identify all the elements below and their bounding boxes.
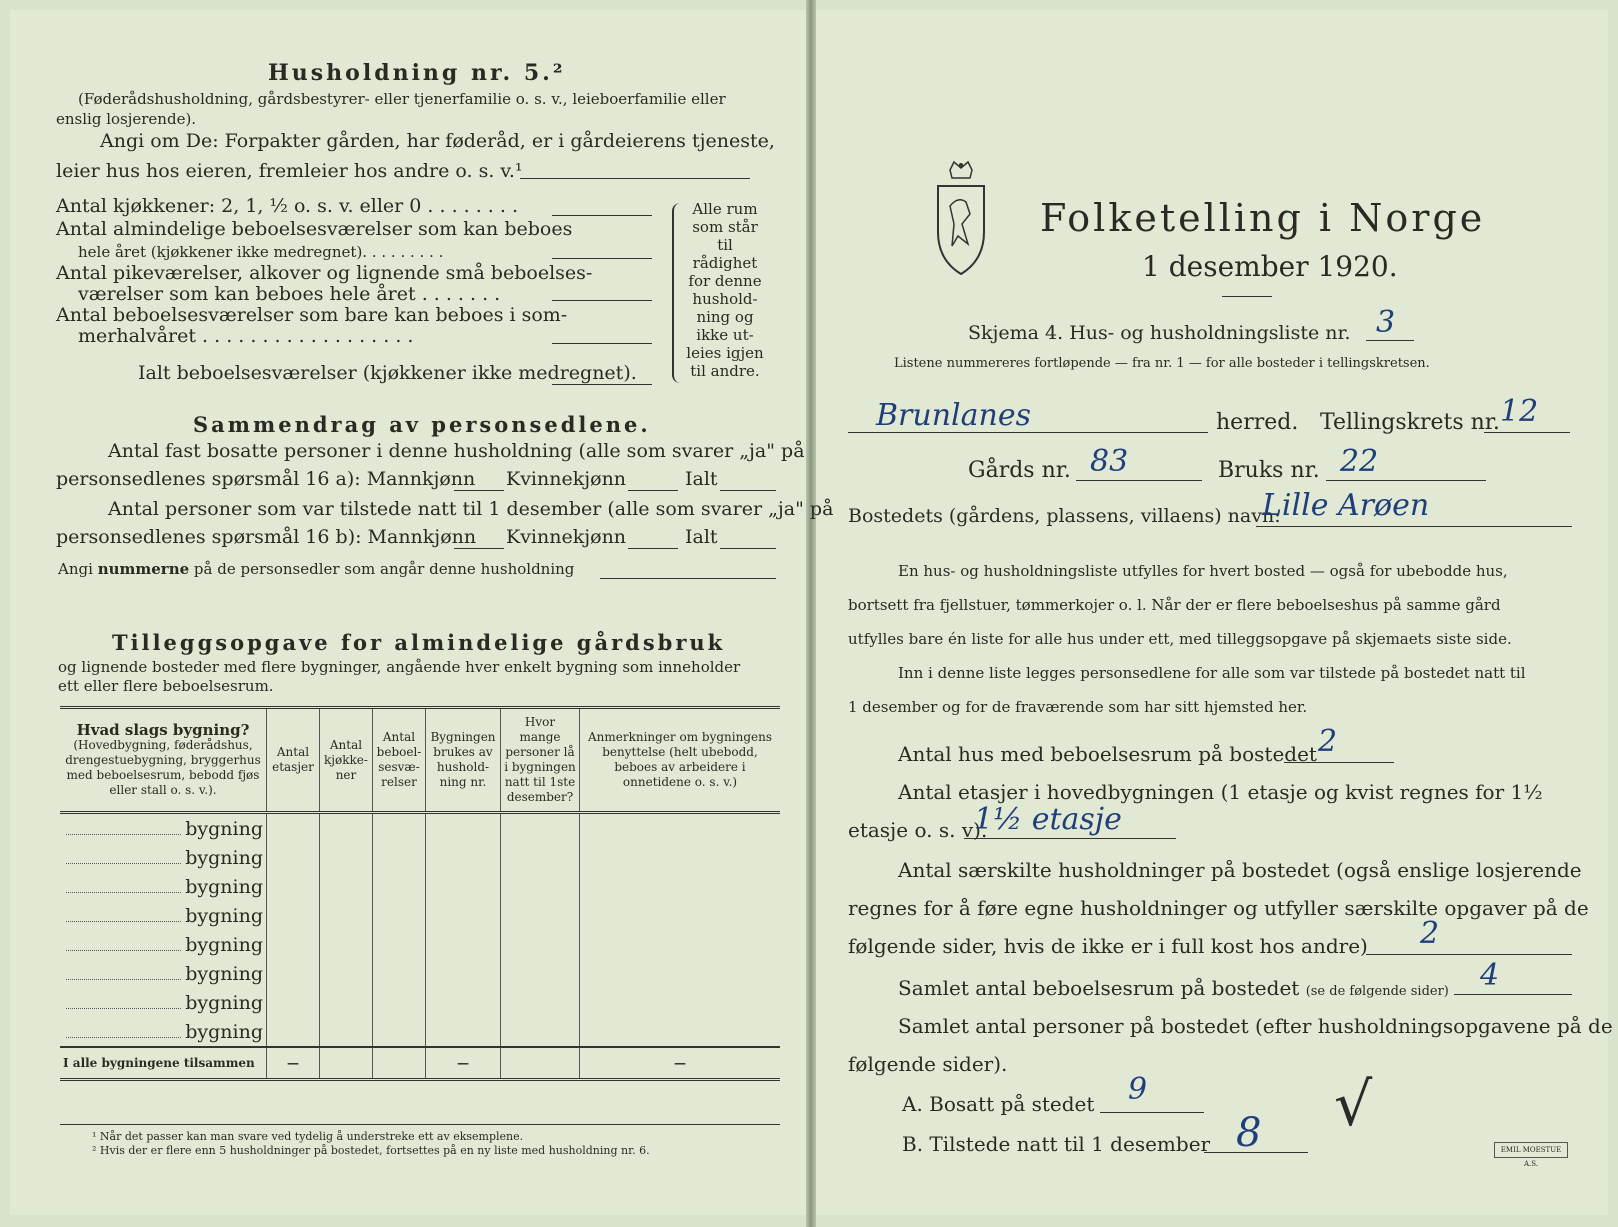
table-cell	[373, 813, 426, 844]
col-household: Bygningen brukes av hushold-ning nr.	[426, 708, 501, 813]
table-cell	[373, 930, 426, 959]
instruction-4: Inn i denne liste legges personsedlene for alle som var tilstede på bostedet natt til	[898, 664, 1526, 682]
col-building-type: Hvad slags bygning? (Hovedbygning, føderådshus, drengestuebygning, bryggerhus med beboelsesrum, bebodd fjøs eller stall o. s. v.).	[60, 708, 267, 813]
bosatt-value: 9	[1128, 1072, 1148, 1107]
rooms-summer-2: merhalvåret . . . . . . . . . . . . . . . . . .	[78, 325, 414, 347]
table-cell	[320, 872, 373, 901]
samlet-pers-line-1: Samlet antal personer på bostedet (efter husholdningsopgavene på de	[898, 1014, 1613, 1038]
gards-label: Gårds nr.	[968, 458, 1071, 483]
table-cell	[373, 843, 426, 872]
table-cell	[426, 988, 501, 1017]
table-row	[60, 901, 780, 930]
gards-value: 83	[1090, 444, 1129, 479]
table-cell	[580, 813, 781, 844]
table-cell	[267, 813, 320, 844]
etasjer-line-2: etasje o. s. v).	[848, 818, 988, 842]
skjema-label: Skjema 4. Hus- og husholdningsliste nr.	[968, 322, 1351, 344]
table-row	[60, 843, 780, 872]
table-cell	[426, 959, 501, 988]
krets-label: Tellingskrets nr.	[1320, 410, 1500, 435]
table-sum-row	[60, 1047, 780, 1080]
table-cell	[373, 901, 426, 930]
summary-kvinne-1: Kvinnekjønn	[506, 468, 627, 490]
sum-cell: —	[426, 1047, 501, 1080]
tillegg-sub-1: og lignende bosteder med flere bygninger, angående hver enkelt bygning som inneholder	[58, 658, 741, 676]
herred-label: herred.	[1216, 410, 1299, 435]
table-cell	[373, 1017, 426, 1047]
building-row-label: bygning	[60, 1017, 267, 1047]
table-cell	[373, 872, 426, 901]
angi-nummerne: Angi nummerne på de personsedler som angår denne husholdning	[58, 560, 575, 578]
bruks-value: 22	[1340, 444, 1379, 479]
household-intro-2: enslig losjerende).	[56, 110, 197, 128]
table-row	[60, 959, 780, 988]
numbering-note: Listene nummereres fortløpende — fra nr. 1 — for alle bosteder i tellingskretsen.	[894, 356, 1430, 371]
summary-line-4: personsedlenes spørsmål 16 b): Mannkjønn	[56, 526, 477, 548]
building-row-label: bygning	[60, 959, 267, 988]
building-row-label: bygning	[60, 843, 267, 872]
instruction-1: En hus- og husholdningsliste utfylles for hvert bosted — også for ubebodde hus,	[898, 562, 1508, 580]
angi-line-1: Angi om De: Forpakter gården, har føderåd, er i gårdeierens tjeneste,	[100, 130, 775, 152]
table-cell	[320, 843, 373, 872]
bosted-value: Lille Arøen	[1262, 488, 1430, 523]
samlet-rum-label: Samlet antal beboelsesrum på bostedet (se de følgende sider)	[898, 976, 1449, 1000]
tillegg-title: Tilleggsopgave for almindelige gårdsbruk	[112, 630, 726, 655]
bosatt-label: A. Bosatt på stedet	[902, 1092, 1095, 1116]
etasjer-line-1: Antal etasjer i hovedbygningen (1 etasje og kvist regnes for 1½	[898, 780, 1543, 804]
table-cell	[580, 872, 781, 901]
summary-kvinne-2: Kvinnekjønn	[506, 526, 627, 548]
table-cell	[580, 901, 781, 930]
table-row	[60, 872, 780, 901]
building-row-label: bygning	[60, 872, 267, 901]
table-cell	[267, 1017, 320, 1047]
table-row	[60, 1017, 780, 1047]
table-cell	[320, 813, 373, 844]
table-cell	[580, 988, 781, 1017]
col-kitchens: Antal kjøkke-ner	[320, 708, 373, 813]
table-cell	[426, 872, 501, 901]
summary-line-1: Antal fast bosatte personer i denne husholdning (alle som svarer „ja" på	[108, 440, 805, 462]
table-row	[60, 988, 780, 1017]
household-title: Husholdning nr. 5.²	[268, 60, 566, 86]
instruction-5: 1 desember og for de fraværende som har sitt hjemsted her.	[848, 698, 1308, 716]
footnote-1: ¹ Når det passer kan man svare ved tydelig å understreke ett av eksemplene.	[92, 1130, 524, 1143]
husholdninger-line-1: Antal særskilte husholdninger på bostedet (også enslige losjerende	[898, 858, 1582, 882]
rooms-maids-1: Antal pikeværelser, alkover og lignende små beboelses-	[56, 262, 593, 284]
tillegg-sub-2: ett eller flere beboelsesrum.	[58, 677, 274, 695]
table-cell	[267, 930, 320, 959]
husholdninger-line-3: følgende sider, hvis de ikke er i full kost hos andre)	[848, 934, 1368, 958]
main-title: Folketelling i Norge	[1040, 196, 1486, 240]
table-cell	[426, 901, 501, 930]
bruks-label: Bruks nr.	[1218, 458, 1320, 483]
instruction-3: utfylles bare én liste for alle hus under ett, med tilleggsopgave på skjemaets siste side.	[848, 630, 1512, 648]
footnote-2: ² Hvis der er flere enn 5 husholdninger på bostedet, fortsettes på en ny liste med husholdning nr. 6.	[92, 1144, 650, 1157]
building-row-label: bygning	[60, 813, 267, 844]
husholdninger-value: 2	[1420, 916, 1440, 951]
skjema-value: 3	[1376, 305, 1396, 340]
angi-line-2: leier hus hos eieren, fremleier hos andre o. s. v.¹	[56, 160, 523, 182]
summary-line-2: personsedlenes spørsmål 16 a): Mannkjønn	[56, 468, 476, 490]
table-cell	[501, 843, 580, 872]
table-cell	[580, 959, 781, 988]
etasjer-value: 1½ etasje	[974, 802, 1122, 837]
census-date: 1 desember 1920.	[1142, 250, 1398, 283]
summary-line-3: Antal personer som var tilstede natt til 1 desember (alle som svarer „ja" på	[108, 498, 834, 520]
household-intro-1: (Føderådshusholdning, gårdsbestyrer- eller tjenerfamilie o. s. v., leieboerfamilie eller	[78, 90, 726, 108]
table-cell	[426, 930, 501, 959]
building-row-label: bygning	[60, 988, 267, 1017]
summary-title: Sammendrag av personsedlene.	[193, 412, 651, 437]
coat-of-arms-icon	[934, 160, 988, 278]
page-fold	[806, 0, 816, 1227]
table-cell	[501, 1017, 580, 1047]
table-cell	[267, 872, 320, 901]
table-cell	[320, 959, 373, 988]
table-cell	[580, 1017, 781, 1047]
sum-cell	[501, 1047, 580, 1080]
table-cell	[580, 843, 781, 872]
samlet-rum-value: 4	[1480, 958, 1500, 993]
herred-value: Brunlanes	[876, 398, 1031, 433]
table-cell	[373, 988, 426, 1017]
table-cell	[267, 959, 320, 988]
table-cell	[267, 901, 320, 930]
summary-ialt-2: Ialt	[685, 526, 718, 548]
building-row-label: bygning	[60, 901, 267, 930]
krets-value: 12	[1500, 394, 1539, 429]
table-cell	[267, 988, 320, 1017]
table-cell	[320, 988, 373, 1017]
printer-stamp: EMIL MOESTUE A.S.	[1494, 1142, 1568, 1158]
table-row	[60, 813, 780, 844]
brace-note: Alle rum som står til rådighet for denne hushold- ning og ikke ut- leies igjen til andre.	[686, 200, 764, 380]
col-persons: Hvor mange personer lå i bygningen natt til 1ste desember?	[501, 708, 580, 813]
col-rooms: Antal beboel-sesvæ-relser	[373, 708, 426, 813]
brace	[672, 203, 684, 383]
table-cell	[501, 872, 580, 901]
table-row	[60, 930, 780, 959]
rooms-maids-2: værelser som kan beboes hele året . . . . . . .	[78, 283, 501, 305]
table-cell	[501, 901, 580, 930]
table-cell	[426, 813, 501, 844]
table-cell	[320, 901, 373, 930]
table-cell	[426, 1017, 501, 1047]
buildings-table	[60, 706, 780, 1081]
sum-cell: —	[267, 1047, 320, 1080]
table-cell	[320, 930, 373, 959]
table-cell	[501, 959, 580, 988]
sum-label: I alle bygningene tilsammen	[60, 1047, 267, 1080]
samlet-pers-line-2: følgende sider).	[848, 1052, 1008, 1076]
col-remarks: Anmerkninger om bygningens benyttelse (helt ubebodd, beboes av arbeidere i onnetidene o. s. v.)	[587, 730, 773, 789]
table-cell	[501, 813, 580, 844]
sum-cell	[373, 1047, 426, 1080]
hus-label: Antal hus med beboelsesrum på bostedet	[898, 742, 1317, 766]
sum-cell: —	[580, 1047, 781, 1080]
rooms-total-label: Ialt beboelsesværelser (kjøkkener ikke medregnet).	[138, 362, 637, 384]
rooms-ordinary-2: hele året (kjøkkener ikke medregnet). . . . . . . . .	[78, 243, 444, 261]
table-cell	[501, 930, 580, 959]
table-cell	[320, 1017, 373, 1047]
tilstede-label: B. Tilstede natt til 1 desember	[902, 1132, 1211, 1156]
building-row-label: bygning	[60, 930, 267, 959]
bosted-label: Bostedets (gårdens, plassens, villaens) navn:	[848, 505, 1281, 527]
rooms-summer-1: Antal beboelsesværelser som bare kan beboes i som-	[56, 304, 568, 326]
instruction-2: bortsett fra fjellstuer, tømmerkojer o. l. Når der er flere beboelseshus på samme gård	[848, 596, 1501, 614]
check-mark: √	[1334, 1070, 1373, 1140]
summary-ialt-1: Ialt	[685, 468, 718, 490]
sum-cell	[320, 1047, 373, 1080]
col-floors: Antal etasjer	[267, 708, 320, 813]
table-cell	[426, 843, 501, 872]
rooms-ordinary-1: Antal almindelige beboelsesværelser som kan beboes	[56, 218, 573, 240]
table-cell	[373, 959, 426, 988]
table-cell	[501, 988, 580, 1017]
table-cell	[267, 843, 320, 872]
rooms-kitchens: Antal kjøkkener: 2, 1, ½ o. s. v. eller 0 . . . . . . . .	[56, 195, 519, 217]
hus-value: 2	[1318, 724, 1338, 759]
tilstede-value: 8	[1236, 1110, 1262, 1156]
table-cell	[580, 930, 781, 959]
husholdninger-line-2: regnes for å føre egne husholdninger og utfyller særskilte opgaver på de	[848, 896, 1589, 920]
